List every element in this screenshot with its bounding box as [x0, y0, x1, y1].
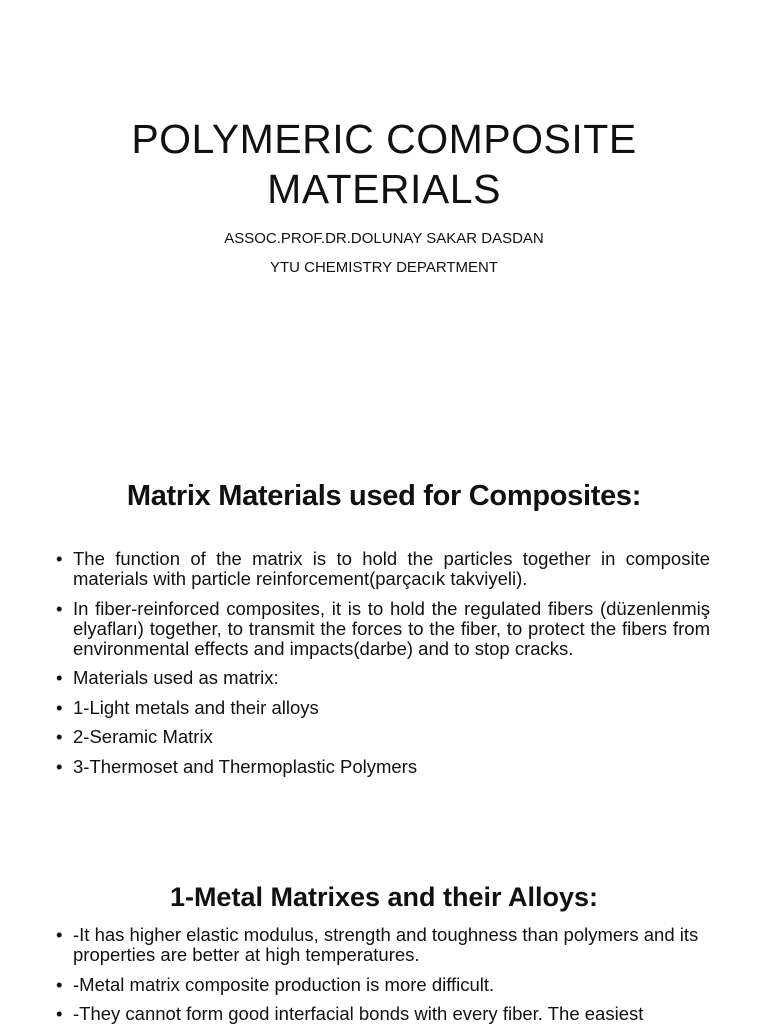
bullet-icon: • [56, 667, 63, 688]
list-item [56, 599, 710, 659]
bullet-icon: • [56, 1003, 63, 1024]
list-item [56, 1004, 710, 1024]
bullet-icon: • [56, 726, 63, 747]
bullet-text: -It has higher elastic modulus, strength and toughness than polymers and its properties are better at high temperatures. [73, 924, 699, 965]
list-item [56, 668, 710, 688]
bullet-text: -They cannot form good interfacial bonds with every fiber. The easiest [73, 1003, 644, 1024]
bullet-text: 1-Light metals and their alloys [73, 696, 319, 718]
bullet-icon: • [56, 696, 63, 718]
slide-heading: 1-Metal Matrixes and their Alloys: [169, 882, 599, 912]
title-line: POLYMERIC COMPOSITE [131, 116, 637, 162]
document-title [0, 114, 768, 214]
title-line: MATERIALS [267, 166, 501, 212]
bullet-text: Materials used as matrix: [73, 667, 279, 688]
bullet-icon: • [56, 924, 63, 945]
department-line: YTU CHEMISTRY DEPARTMENT [269, 259, 499, 276]
list-item [56, 757, 710, 777]
list-item [56, 698, 710, 718]
bullet-text: 3-Thermoset and Thermoplastic Polymers [73, 755, 418, 777]
bullet-icon: • [56, 755, 63, 777]
bullet-list [56, 925, 710, 1024]
bullet-icon: • [56, 548, 63, 569]
bullet-text: The function of the matrix is to hold the particles together in composite materials with particle reinforcement(parçacık takviyeli). [73, 548, 710, 589]
bullet-icon: • [56, 597, 63, 619]
list-item [56, 925, 710, 965]
list-item [56, 727, 710, 747]
bullet-text: 2-Seramic Matrix [73, 726, 213, 747]
list-item [56, 975, 710, 995]
author-line: ASSOC.PROF.DR.DOLUNAY SAKAR DASDAN [224, 230, 544, 247]
slide-heading: Matrix Materials used for Composites: [126, 480, 642, 512]
bullet-icon: • [56, 973, 63, 995]
bullet-text: In fiber-reinforced composites, it is to hold the regulated fibers (düzenlenmiş elyafları) together, to transmit the forces to the fiber, to protect the fibers from environmental effects and impacts(darbe) and to stop cracks. [73, 597, 710, 659]
list-item [56, 549, 710, 589]
bullet-text: -Metal matrix composite production is more difficult. [73, 973, 495, 995]
matrix-materials-slide [0, 432, 768, 864]
bullet-list [56, 549, 710, 786]
metal-matrix-slide [0, 864, 768, 1024]
title-slide [0, 0, 768, 432]
